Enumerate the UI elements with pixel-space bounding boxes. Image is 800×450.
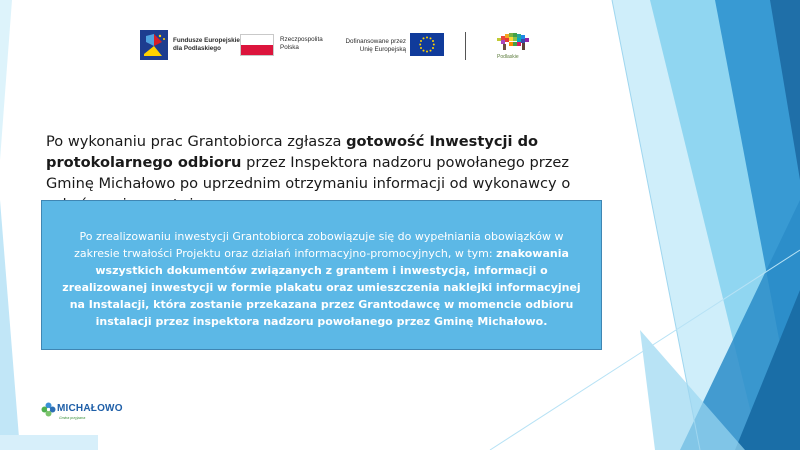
rp-line1: Rzeczpospolita bbox=[280, 36, 323, 43]
eu-funding-logo bbox=[340, 30, 460, 62]
rp-line2: Polska bbox=[280, 44, 299, 51]
intro-text-part1: Po wykonaniu prac Grantobiorca zgłasza bbox=[46, 133, 347, 150]
podlaskie-bison-icon bbox=[495, 30, 535, 54]
michalowo-logo-subtext: Gmina przyjazna bbox=[59, 416, 86, 420]
fundusze-line2: dla Podlaskiego bbox=[173, 45, 221, 52]
podlaskie-logo bbox=[495, 30, 535, 62]
intro-text-bold: gotowość Inwestycji do protokolarnego odbioru bbox=[46, 133, 539, 171]
decor-bottom-bar bbox=[0, 435, 98, 450]
eu-flag-icon bbox=[410, 33, 444, 56]
info-box-bold-text: znakowania wszystkich dokumentów związanych z grantem i inwestycją, informacji o zrealizowanej inwestycji w formie plakatu oraz umieszczenia naklejki informacyjnej na Instalacji, która zostanie przekazana przez Grantodawcę w momencie odbioru instalacji przez inspektora nadzoru powołanego przez Gminę Michałowo. bbox=[62, 247, 581, 328]
michalowo-logo bbox=[41, 400, 131, 426]
decor-left-top bbox=[0, 0, 12, 160]
rzeczpospolita-polska-logo bbox=[240, 30, 350, 62]
fundusze-europejskie-icon bbox=[140, 30, 168, 60]
logo-separator bbox=[465, 32, 466, 60]
podlaskie-label: Podlaskie bbox=[497, 54, 519, 60]
info-box-text: Po zrealizowaniu inwestycji Grantobiorca zobowiązuje się do wypełniania obowiązków w zakresie trwałości Projektu oraz działań informacyjno-promocyjnych, w tym: bbox=[74, 230, 564, 260]
header-logos bbox=[140, 30, 560, 64]
decor-left-triangle bbox=[0, 200, 20, 450]
intro-text-part2: przez Inspektora nadzoru powołanego przez Gminę Michałowo po uprzednim otrzymaniu informacji od wykonawcy o bbox=[46, 154, 571, 192]
fundusze-line1: Fundusze Europejskie bbox=[173, 37, 240, 44]
michalowo-logo-text: MICHAŁOWO bbox=[57, 403, 123, 414]
michalowo-flower-icon bbox=[41, 402, 56, 417]
eu-line2: Unię Europejską bbox=[359, 46, 406, 53]
fundusze-europejskie-logo bbox=[140, 30, 250, 62]
info-box bbox=[41, 200, 602, 350]
eu-line1: Dofinansowane przez bbox=[345, 38, 406, 45]
polish-flag-icon bbox=[240, 34, 274, 56]
